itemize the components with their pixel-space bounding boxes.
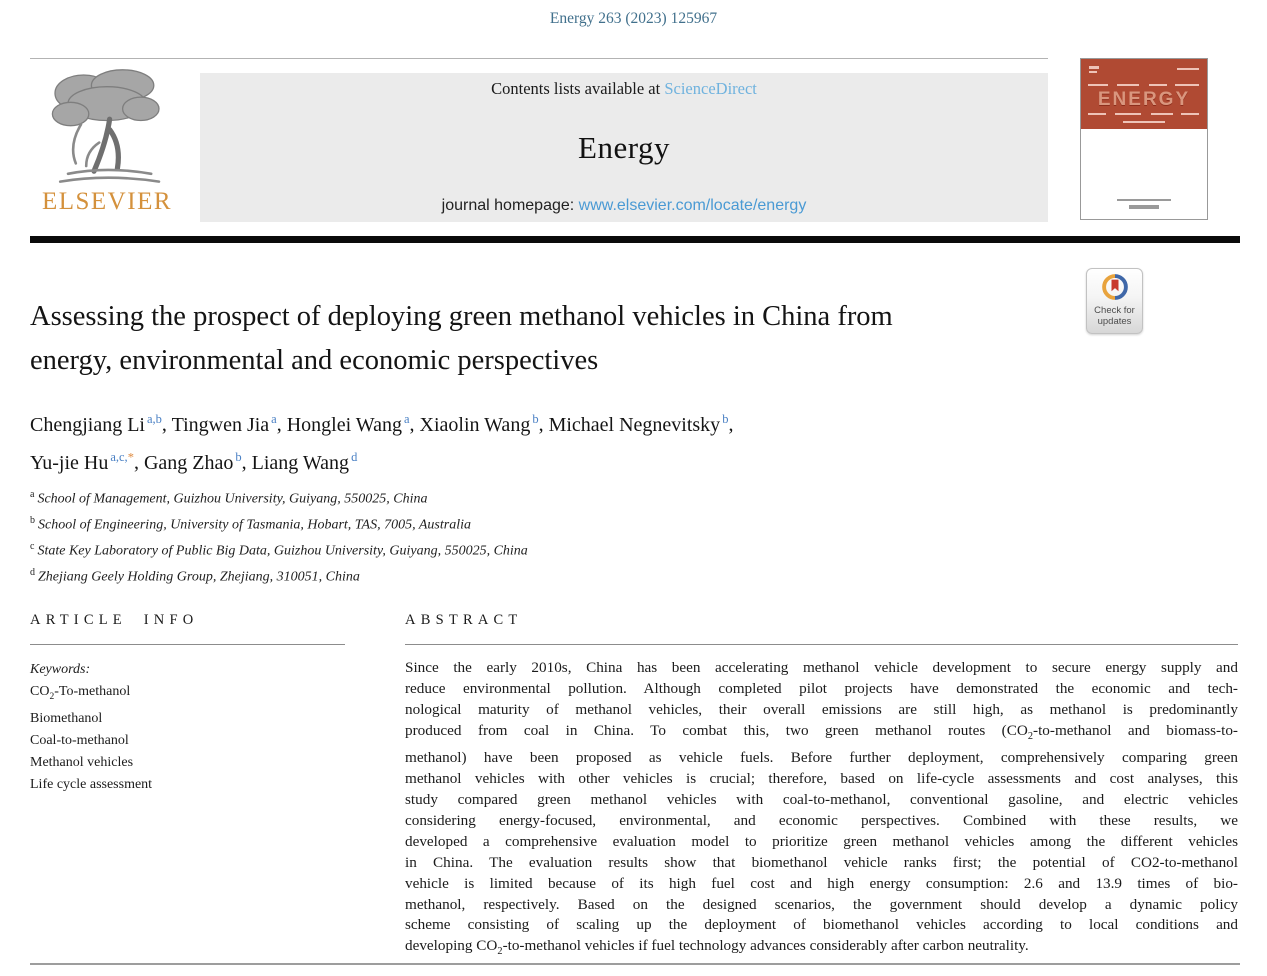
section-divider-bar — [30, 236, 1240, 243]
keyword-item: Biomethanol — [30, 710, 103, 726]
author-affiliation-sup: b — [532, 412, 539, 426]
affiliation-list — [30, 484, 790, 589]
author: Gang Zhao $^b$ — [143, 450, 242, 474]
cover-title: ENERGY — [1097, 89, 1191, 110]
abstract-line: reduce environmental pollution. Although completed pilot projects have demonstrated the economic and tech- — [405, 679, 1238, 697]
crossmark-icon — [1101, 273, 1129, 301]
abstract-line: Since the early 2010s, China has been accelerating methanol vehicle development to secure energy supply and — [405, 659, 1238, 676]
author: Xiaolin Wang $^b$ — [419, 412, 539, 436]
article-title — [30, 295, 1090, 383]
keywords-label: Keywords: — [30, 662, 91, 677]
author-affiliation-sup: a,c, — [110, 450, 128, 465]
abstract-line: methanol, respectively. Based on the designed scenarios, the government should develop a dynamic policy — [405, 895, 1238, 913]
author-affiliation-sup: a — [271, 412, 277, 426]
abstract-line: methanol) have been proposed as vehicle fuels. Before further deployment, comprehensively comparing green — [405, 748, 1238, 766]
abstract-section — [405, 612, 1238, 963]
badge-label-line2: updates — [1097, 315, 1132, 327]
article-info-header: ARTICLE INFO — [30, 612, 199, 628]
keyword-item: Coal-to-methanol — [30, 732, 129, 748]
check-for-updates-badge[interactable] — [1086, 268, 1143, 334]
author-list — [30, 403, 1030, 479]
affiliation-sup: c — [30, 541, 35, 553]
abstract-header: ABSTRACT — [405, 612, 523, 628]
affiliation-sup: b — [30, 515, 35, 527]
keyword-item: Methanol vehicles — [30, 754, 134, 770]
footer-rule — [30, 963, 1240, 965]
journal-citation: Energy 263 (2023) 125967 — [549, 10, 718, 27]
affiliation-line: $^c$ State Key Laboratory of Public Big Data, Guizhou University, Guiyang, 550025, China — [30, 541, 528, 559]
journal-name: Energy — [578, 130, 670, 165]
contents-line — [491, 79, 757, 99]
header-top-rule — [30, 58, 1048, 59]
abstract-line: in China. The evaluation results show that biomethanol vehicle ranks first; the potential of CO2-to-methanol — [405, 853, 1238, 871]
elsevier-tree-icon — [42, 64, 172, 190]
abstract-line: scheme consisting of scaling up the deployment of biomethanol vehicles according to local conditions and — [405, 916, 1238, 934]
elsevier-logo — [33, 64, 181, 220]
author: Yu-jie Hu $^{a,c,*}$ — [30, 450, 134, 474]
elsevier-wordmark: ELSEVIER — [41, 188, 173, 215]
author-affiliation-sup: a — [403, 412, 410, 426]
keyword-list — [30, 681, 345, 796]
author-line: Yu-jie Hu $^{a,c,*}$, Gang Zhao $^b$, Liang Wang $^d$ — [30, 450, 358, 474]
abstract-line: vehicle is limited because of its high fuel cost and high energy consumption: 2.6 and 13.9 times of bio- — [405, 874, 1238, 892]
affiliation-line: $^d$ Zhejiang Geely Holding Group, Zhejiang, 310051, China — [30, 567, 360, 586]
title-line1: Assessing the prospect of deploying green methanol vehicles in China from — [30, 301, 893, 332]
article-info-rule — [30, 644, 345, 645]
homepage-prefix: journal homepage: — [441, 197, 579, 214]
author-affiliation-sup: d — [351, 450, 358, 465]
title-line2: energy, environmental and economic perspectives — [30, 345, 599, 376]
author-affiliation-sup: a,b — [146, 412, 162, 426]
abstract-body — [405, 658, 1238, 963]
abstract-line: developed a comprehensive evaluation model to prioritize green methanol vehicles among the different vehicles — [405, 832, 1238, 850]
author: Chengjiang Li $^{a,b}$ — [30, 412, 162, 436]
author: Tingwen Jia $^a$ — [171, 412, 277, 436]
journal-header-box — [200, 73, 1048, 222]
affiliation-sup: d — [30, 567, 35, 579]
badge-label-line1: Check for — [1094, 305, 1135, 316]
affiliation-line: $^a$ School of Management, Guizhou University, Guiyang, 550025, China — [30, 489, 428, 507]
author: Michael Negnevitsky $^b$ — [548, 412, 729, 436]
author: Liang Wang $^d$ — [251, 450, 358, 474]
affiliation-line: $^b$ School of Engineering, University of Tasmania, Hobart, TAS, 7005, Australia — [30, 515, 471, 533]
author-affiliation-sup: b — [722, 412, 729, 426]
abstract-line: methanol vehicles with other vehicles is crucial; therefore, based on life-cycle assessments and cost analyses, this — [405, 769, 1238, 787]
corresponding-author-star: * — [127, 450, 134, 465]
abstract-line: developing $CO_2-to$-methanol vehicles if fuel technology advances considerably after carbon neutrality. — [405, 937, 1029, 958]
keyword-item: $CO_2-To$-methanol — [30, 684, 131, 702]
affiliation-sup: a — [30, 489, 35, 500]
abstract-rule — [405, 644, 1238, 645]
homepage-line — [442, 197, 807, 215]
abstract-line: produced from coal in China. To combat this, two green methanol routes ($CO_2-to$-methanol and biomass-to- — [405, 721, 1238, 742]
contents-prefix: Contents lists available at — [491, 79, 665, 98]
sciencedirect-link[interactable]: ScienceDirect — [664, 79, 757, 98]
author-affiliation-sup: b — [235, 450, 242, 465]
abstract-line: considering energy-focused, environmental, and economic perspectives. Combined with these results, we — [405, 811, 1238, 829]
journal-homepage-link[interactable]: www.elsevier.com/locate/energy — [578, 197, 807, 214]
article-info-section — [30, 612, 345, 796]
keyword-item: Life cycle assessment — [30, 776, 153, 792]
author-line: Chengjiang Li $^{a,b}$, Tingwen Jia $^a$, Honglei Wang $^a$, Xiaolin Wang $^b$, Michael Negnevitsky $^b$, — [30, 412, 734, 436]
abstract-line: study compared green methanol vehicles with coal-to-methanol, conventional gasoline, and electric vehicles — [405, 790, 1238, 808]
journal-cover-thumbnail — [1080, 58, 1208, 220]
abstract-line: nological maturity of methanol vehicles, their overall emissions are still high, as methanol is predominantly — [405, 700, 1238, 718]
author: Honglei Wang $^a$ — [286, 412, 410, 436]
